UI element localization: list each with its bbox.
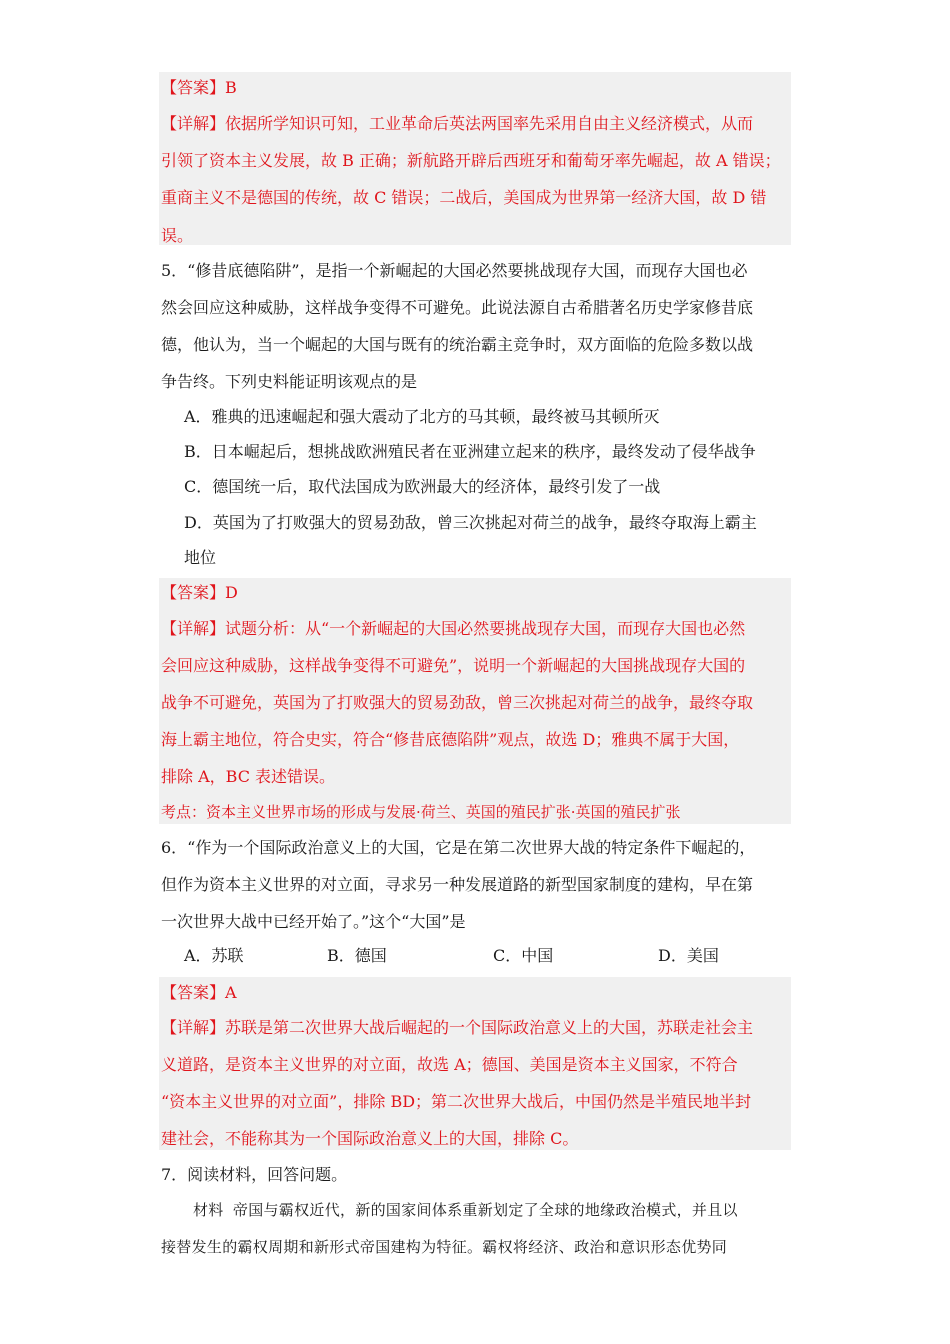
option-c: C．德国统一后，取代法国成为欧洲最大的经济体，最终引发了一战 <box>184 477 661 496</box>
question-stem: 6．“作为一个国际政治意义上的大国，它是在第二次世界大战的特定条件下崛起的， <box>161 838 756 857</box>
detail-line: 【详解】试题分析：从“一个新崛起的大国必然要挑战现存大国，而现存大国也必然 <box>161 619 746 638</box>
detail-line: 误。 <box>161 226 194 245</box>
detail-line: 【详解】苏联是第二次世界大战后崛起的一个国际政治意义上的大国，苏联走社会主 <box>161 1018 754 1037</box>
detail-line: 建社会，不能称其为一个国际政治意义上的大国，排除 C。 <box>161 1129 579 1148</box>
question-stem: 争告终。下列史料能证明该观点的是 <box>161 372 418 391</box>
option-d-continuation: 地位 <box>184 548 217 567</box>
detail-line: 会回应这种威胁，这样战争变得不可避免”，说明一个新崛起的大国挑战现存大国的 <box>161 656 746 675</box>
option-d: D．美国 <box>658 946 719 965</box>
option-b: B．日本崛起后，想挑战欧洲殖民者在亚洲建立起来的秩序，最终发动了侵华战争 <box>184 442 756 461</box>
question-stem: 一次世界大战中已经开始了。”这个“大国”是 <box>161 912 466 931</box>
detail-line: 引领了资本主义发展，故 B 正确；新航路开辟后西班牙和葡萄牙率先崛起，故 A 错误； <box>161 151 781 170</box>
material-line: 材料 帝国与霸权近代，新的国家间体系重新划定了全球的地缘政治模式，并且以 <box>193 1201 738 1219</box>
question-stem: 但作为资本主义世界的对立面，寻求另一种发展道路的新型国家制度的建构，早在第 <box>161 875 754 894</box>
answer-label: 【答案】A <box>161 983 237 1002</box>
question-stem: 5．“修昔底德陷阱”，是指一个新崛起的大国必然要挑战现存大国，而现存大国也必 <box>161 261 748 280</box>
detail-line: 【详解】依据所学知识可知，工业革命后英法两国率先采用自由主义经济模式，从而 <box>161 114 754 133</box>
option-c: C．中国 <box>493 946 554 965</box>
option-d: D．英国为了打败强大的贸易劲敌，曾三次挑起对荷兰的战争，最终夺取海上霸主 <box>184 513 757 532</box>
kaodian-line: 考点：资本主义世界市场的形成与发展·荷兰、英国的殖民扩张·英国的殖民扩张 <box>161 803 681 821</box>
option-a: A．苏联 <box>184 946 244 965</box>
detail-line: “资本主义世界的对立面”，排除 BD；第二次世界大战后，中国仍然是半殖民地半封 <box>161 1092 752 1111</box>
answer-label: 【答案】D <box>161 583 238 602</box>
answer-label: 【答案】B <box>161 78 237 97</box>
option-b: B．德国 <box>327 946 387 965</box>
question-stem: 7．阅读材料，回答问题。 <box>161 1165 348 1184</box>
detail-line: 战争不可避免，英国为了打败强大的贸易劲敌，曾三次挑起对荷兰的战争，最终夺取 <box>161 693 754 712</box>
material-line: 接替发生的霸权周期和新形式帝国建构为特征。霸权将经济、政治和意识形态优势同 <box>161 1238 728 1256</box>
question-stem: 然会回应这种威胁，这样战争变得不可避免。此说法源自古希腊著名历史学家修昔底 <box>161 298 754 317</box>
detail-line: 海上霸主地位，符合史实，符合“修昔底德陷阱”观点，故选 D；雅典不属于大国， <box>161 730 740 749</box>
detail-line: 重商主义不是德国的传统，故 C 错误；二战后，美国成为世界第一经济大国，故 D 错 <box>161 188 767 207</box>
detail-line: 排除 A，BC 表述错误。 <box>161 767 336 786</box>
question-stem: 德，他认为，当一个崛起的大国与既有的统治霸主竞争时，双方面临的危险多数以战 <box>161 335 754 354</box>
detail-line: 义道路，是资本主义世界的对立面，故选 A；德国、美国是资本主义国家，不符合 <box>161 1055 738 1074</box>
option-a: A．雅典的迅速崛起和强大震动了北方的马其顿，最终被马其顿所灭 <box>184 407 660 426</box>
